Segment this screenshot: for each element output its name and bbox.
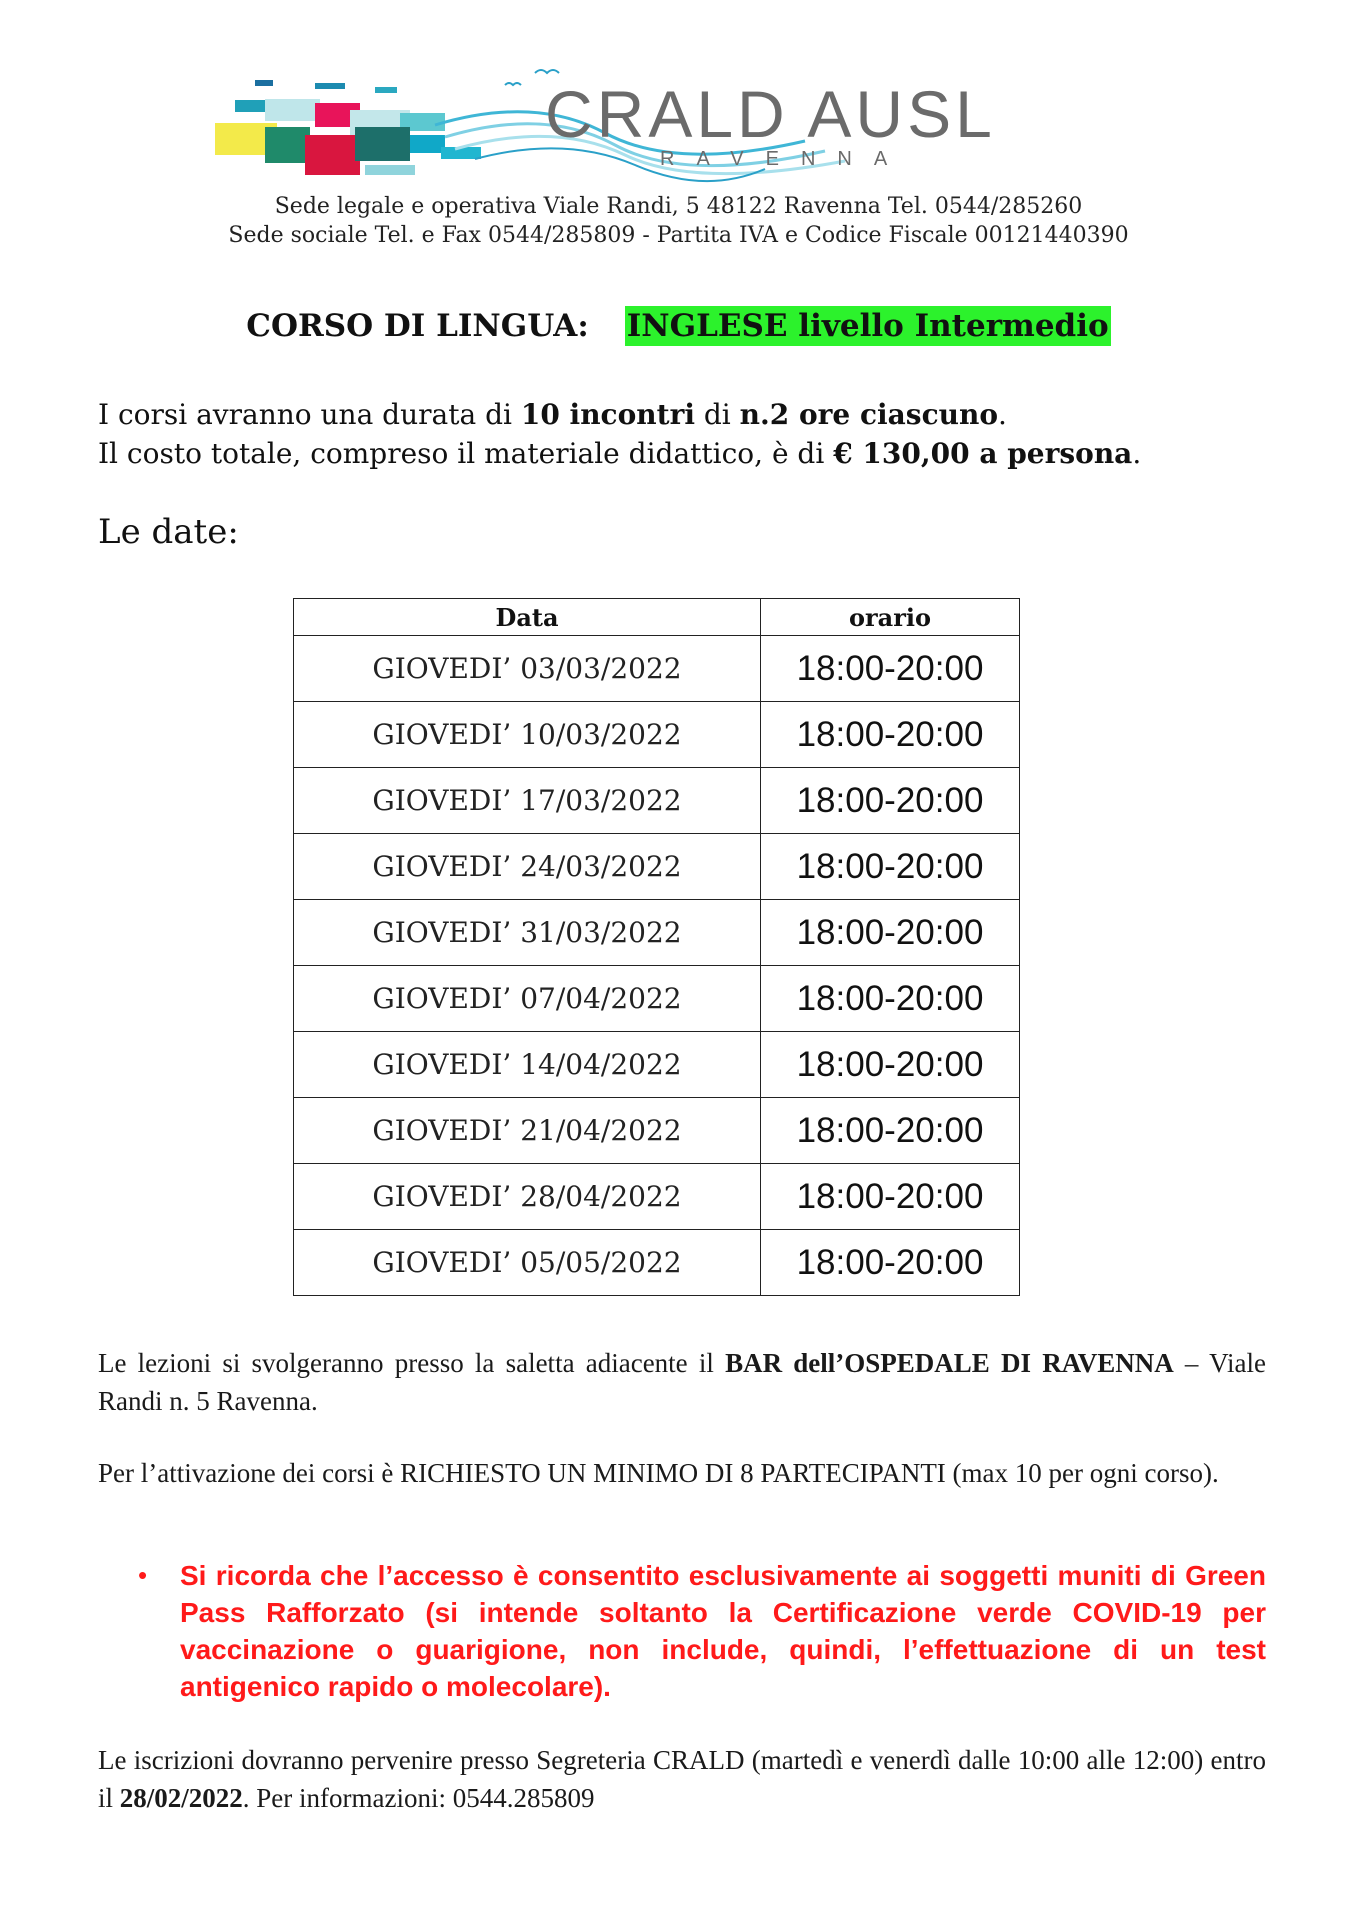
table-row [294, 702, 1020, 768]
warning-bullet: • [138, 1560, 148, 1590]
time-cell: 18:00-20:00 [761, 1164, 1020, 1230]
time-cell: 18:00-20:00 [761, 1032, 1020, 1098]
date-cell: GIOVEDI’ 31/03/2022 [294, 900, 761, 966]
location-paragraph: Le lezioni si svolgeranno presso la saletta adiacente il BAR dell’OSPEDALE DI RAVENNA – Viale Randi n. 5 Ravenna. [98, 1348, 1266, 1416]
enrollment-deadline: 28/02/2022 [119, 1783, 243, 1813]
date-cell: GIOVEDI’ 28/04/2022 [294, 1164, 761, 1230]
table-row [294, 900, 1020, 966]
table-row [294, 1032, 1020, 1098]
date-cell: GIOVEDI’ 14/04/2022 [294, 1032, 761, 1098]
time-cell: 18:00-20:00 [761, 768, 1020, 834]
time-cell: 18:00-20:00 [761, 900, 1020, 966]
intro-line-2: Il costo totale, compreso il materiale didattico, è di € 130,00 a persona. [98, 437, 1142, 470]
table-row [294, 1230, 1020, 1296]
green-pass-warning: Si ricorda che l’accesso è consentito esclusivamente ai soggetti muniti di Green Pass Rafforzato (si intende soltanto la Certificazione verde COVID-19 per vaccinazione o guarigione, non include, quindi, l’effettuazione di un test antigenico rapido o molecolare). [180, 1560, 1266, 1702]
date-cell: GIOVEDI’ 03/03/2022 [294, 636, 761, 702]
column-header-orario: orario [761, 599, 1020, 636]
logo-brand-text: CRALD AUSL [545, 77, 996, 151]
address-line-2: Sede sociale Tel. e Fax 0544/285809 - Partita IVA e Codice Fiscale 00121440390 [228, 223, 1129, 248]
enrollment-paragraph: Le iscrizioni dovranno pervenire presso Segreteria CRALD (martedì e venerdì dalle 10:00 alle 12:00) entro il 28/02/2022. Per informazioni: 0544.285809 [98, 1745, 1266, 1813]
date-cell: GIOVEDI’ 24/03/2022 [294, 834, 761, 900]
time-cell: 18:00-20:00 [761, 1098, 1020, 1164]
logo-city-text: RAVENNA [660, 148, 910, 170]
date-cell: GIOVEDI’ 17/03/2022 [294, 768, 761, 834]
date-cell: GIOVEDI’ 10/03/2022 [294, 702, 761, 768]
location-venue: BAR dell’OSPEDALE DI RAVENNA [725, 1348, 1174, 1378]
intro-line-1: I corsi avranno una durata di 10 incontri di n.2 ore ciascuno. [98, 398, 1007, 431]
hours-each: n.2 ore ciascuno [739, 398, 999, 431]
table-row [294, 768, 1020, 834]
table-row [294, 636, 1020, 702]
minimum-participants-paragraph: Per l’attivazione dei corsi è RICHIESTO UN MINIMO DI 8 PARTECIPANTI (max 10 per ogni corso). [98, 1458, 1219, 1488]
title-label: CORSO DI LINGUA: [246, 308, 589, 344]
table-row [294, 1098, 1020, 1164]
time-cell: 18:00-20:00 [761, 966, 1020, 1032]
meetings-count: 10 incontri [520, 398, 695, 431]
time-cell: 18:00-20:00 [761, 702, 1020, 768]
date-cell: GIOVEDI’ 21/04/2022 [294, 1098, 761, 1164]
dates-heading: Le date: [98, 512, 239, 552]
column-header-data: Data [294, 599, 761, 636]
date-cell: GIOVEDI’ 07/04/2022 [294, 966, 761, 1032]
time-cell: 18:00-20:00 [761, 1230, 1020, 1296]
time-cell: 18:00-20:00 [761, 636, 1020, 702]
table-row [294, 966, 1020, 1032]
time-cell: 18:00-20:00 [761, 834, 1020, 900]
price: € 130,00 a persona [833, 437, 1133, 470]
address-line-1: Sede legale e operativa Viale Randi, 5 48122 Ravenna Tel. 0544/285260 [274, 194, 1083, 219]
date-cell: GIOVEDI’ 05/05/2022 [294, 1230, 761, 1296]
crald-logo [205, 55, 1165, 185]
title-course-highlight: INGLESE livello Intermedio [626, 308, 1109, 344]
table-row [294, 1164, 1020, 1230]
schedule-table [293, 598, 1020, 1296]
table-row [294, 834, 1020, 900]
page-title [0, 308, 1357, 344]
